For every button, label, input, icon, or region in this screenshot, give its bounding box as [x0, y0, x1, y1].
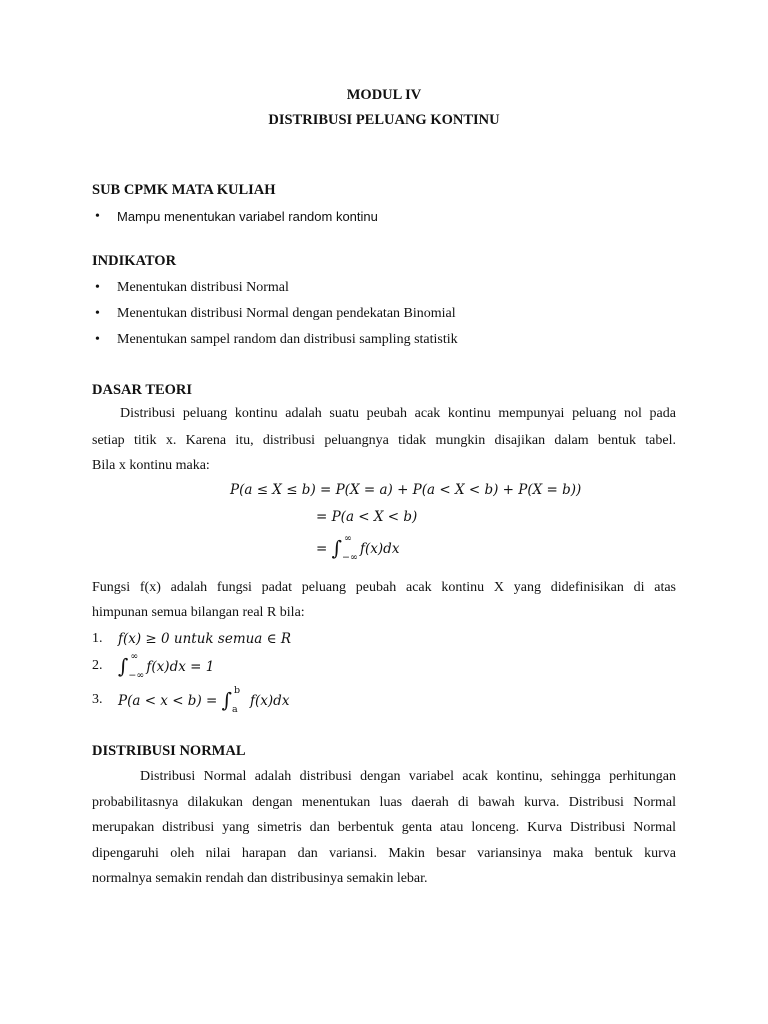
equation-probability-sum: P(a ≤ X ≤ b) = P(X = a) + P(a < X < b) + P(X = b))	[230, 482, 582, 498]
equation-integral	[316, 534, 399, 563]
list-item-text: Menentukan sampel random dan distribusi sampling statistik	[117, 332, 458, 347]
condition-formula	[118, 686, 289, 715]
condition-text: f(x) ≥ 0 untuk semua ∈ R	[118, 631, 292, 647]
condition-number: 3.	[92, 692, 103, 707]
paragraph-line: normalnya semakin rendah dan distribusinya semakin lebar.	[92, 871, 428, 886]
equals-sign: =	[316, 541, 328, 557]
paragraph-line: merupakan distribusi yang simetris dan berbentuk genta atau lonceng. Kurva Distribusi Normal	[92, 820, 676, 835]
module-subtitle: DISTRIBUSI PELUANG KONTINU	[268, 112, 500, 128]
condition-text: f(x)dx	[250, 693, 290, 709]
paragraph-line: probabilitasnya dilakukan dengan menentukan luas daerah di bawah kurva. Distribusi Normal	[92, 795, 676, 810]
list-item-text: Menentukan distribusi Normal	[117, 280, 289, 295]
integrand: f(x)dx	[360, 541, 400, 557]
bullet-icon: •	[95, 280, 100, 295]
dasar-teori-heading: DASAR TEORI	[92, 382, 193, 398]
paragraph-line: Distribusi peluang kontinu adalah suatu peubah acak kontinu mempunyai peluang nol pada	[120, 406, 676, 421]
integral-upper-limit: b	[234, 684, 241, 696]
condition-number: 2.	[92, 658, 103, 673]
paragraph-line: setiap titik x. Karena itu, distribusi peluangnya tidak mungkin disajikan dalam bentuk tabel.	[92, 433, 676, 448]
paragraph-line: Bila x kontinu maka:	[92, 458, 210, 473]
condition-prefix: P(a < x < b) =	[118, 693, 218, 709]
distribusi-normal-heading: DISTRIBUSI NORMAL	[92, 743, 246, 759]
integral-sign: ∫	[221, 688, 233, 712]
list-item-text: Menentukan distribusi Normal dengan pendekatan Binomial	[117, 306, 456, 321]
condition-text: f(x)dx = 1	[146, 659, 215, 675]
condition-formula	[118, 652, 214, 681]
integral-upper-limit: ∞	[344, 532, 352, 544]
integral-lower-limit: −∞	[342, 551, 358, 563]
equation-interval: = P(a < X < b)	[316, 509, 418, 525]
integral-sign: ∫	[331, 536, 343, 560]
list-item-text: Mampu menentukan variabel random kontinu	[117, 209, 378, 224]
indikator-heading: INDIKATOR	[92, 253, 177, 269]
integral-sign: ∫	[118, 654, 129, 678]
module-title: MODUL IV	[346, 87, 422, 103]
paragraph-line: himpunan semua bilangan real R bila:	[92, 605, 305, 620]
paragraph-line: dipengaruhi oleh nilai harapan dan variansi. Makin besar variansinya maka bentuk kurva	[92, 846, 676, 861]
integral-upper-limit: ∞	[130, 650, 139, 662]
bullet-icon: •	[95, 332, 100, 347]
paragraph-line: Fungsi f(x) adalah fungsi padat peluang peubah acak kontinu X yang didefinisikan di atas	[92, 580, 676, 595]
bullet-icon: •	[95, 209, 100, 224]
condition-number: 1.	[92, 631, 103, 646]
integral-lower-limit: −∞	[128, 669, 145, 681]
sub-cpmk-heading: SUB CPMK MATA KULIAH	[92, 182, 276, 198]
integral-lower-limit: a	[232, 703, 238, 715]
paragraph-line: Distribusi Normal adalah distribusi dengan variabel acak kontinu, sehingga perhitungan	[140, 769, 676, 784]
bullet-icon: •	[95, 306, 100, 321]
